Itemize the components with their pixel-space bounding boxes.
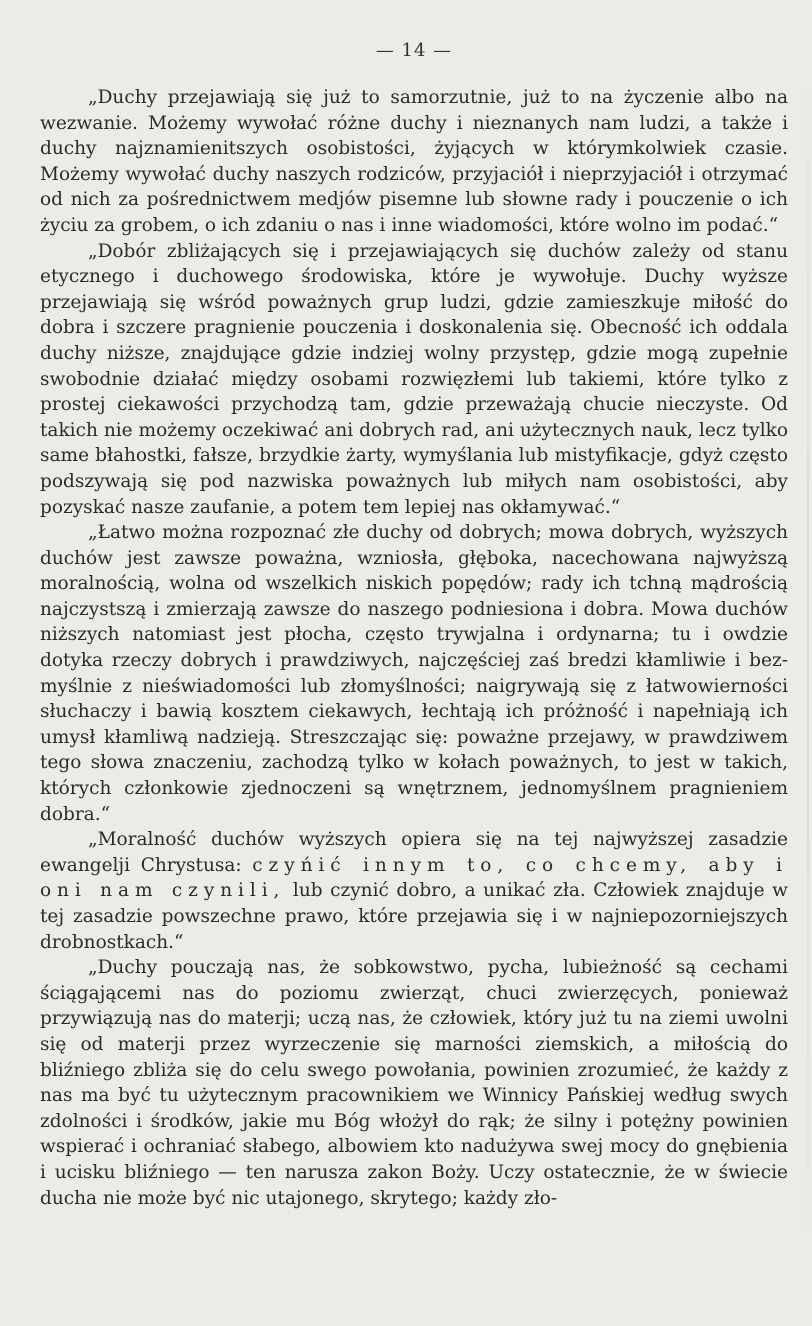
page-number: — 14 — <box>375 40 453 61</box>
paragraph-1: „Duchy przejawiają się już to samorzutnie, już to na życzenie albo na wezwanie. Możemy wywołać różne duchy i nieznanych nam ludzi, a także i duchy najznamienitszych osobistości, żyjących w którymkolwiek czasie. Możemy wywołać duchy naszych rodziców, przyjaciół i nieprzyjaciół i otrzymać od nich za pośrednictwem medjów pisemne lub słowne rady i pouczenie o ich życiu za grobem, o ich zdaniu o nas i inne wiadomości, które wolno im podać.“ <box>40 87 788 236</box>
paragraph-4 <box>40 827 788 955</box>
paragraph-5: „Duchy pouczają nas, że sobkowstwo, pycha, lubieżność są cechami ściągającemi nas do poziomu zwierząt, chuci zwierzęcych, ponieważ przywiązują nas do materji; uczą nas, że człowiek, który już tu na ziemi uwolni się od materji przez wyrzeczenie się marności ziemskich, a miłością do bliźniego zbliża się do celu swego powołania, powinien zrozumieć, że każdy z nas ma być tu użytecznym pracownikiem we Winnicy Pańskiej według swych zdolności i środków, jakie mu Bóg włożył do rąk; że silny i potężny powinien wspierać i ochraniać słabego, albowiem kto nadużywa swej mocy do gnębienia i ucisku bliźniego — ten narusza zakon Boży. Uczy ostatecznie, że w świecie ducha nie może być nic utajonego, skrytego; każdy zło- <box>40 957 788 1209</box>
paragraph-3: „Łatwo można rozpoznać złe duchy od dobrych; mowa dobrych, wyższych duchów jest zawsze poważna, wzniosła, głęboka, nacechowana najwyższą moralnością, wolna od wszelkich niskich popędów; rady ich tchną mądrością najczystszą i zmierzają zawsze do naszego podniesiona i dobra. Mowa duchów niższych natomiast jest płocha, często trywjalna i ordynarna; tu i owdzie dotyka rzeczy dobrych i prawdziwych, najczęściej zaś bredzi kłamliwie i bezmyślnie z nieświadomości lub złomyślności; naigrywają się z łatwowierności słuchaczy i bawią kosztem ciekawych, łechtają ich próżność i napełniają ich umysł kłamliwą nadzieją. Streszczając się: poważne przejawy, w prawdziwem tego słowa znaczeniu, zachodzą tylko w kołach poważnych, to jest w takich, których członkowie zjednoczeni są wnętrznem, jednomyślnem pragnieniem dobra.“ <box>40 522 788 825</box>
paragraph-4-before: „Moralność duchów wyższych opiera się na tej najwyższej zasadzie ewangelji Chrystusa: <box>40 829 788 876</box>
paragraph-4-after: lub czynić dobro, a unikać zła. Człowiek znajduje w tej zasadzie powszechne prawo, które przejawia się i w najniepozorniejszych drobnostkach.“ <box>40 880 788 953</box>
body-text <box>40 85 788 1211</box>
paragraph-2: „Dobór zbliżających się i przejawiających się duchów zależy od stanu etycznego i duchowego środowiska, które je wywołuje. Duchy wyższe przejawiają się wśród poważnych grup ludzi, gdzie zamieszkuje miłość do dobra i szczere pragnienie pouczenia i doskonalenia się. Obecność ich oddala duchy niższe, znajdujące gdzie indziej wolny przystęp, gdzie mogą zupełnie swobodnie działać między osobami rozwięzłemi lub takiemi, które tylko z prostej ciekawości przychodzą tam, gdzie przeważają chucie nieczyste. Od takich nie możemy oczekiwać ani dobrych rad, ani użytecznych nauk, lecz tylko same błahostki, fałsze, brzydkie żarty, wymyślania lub mistyfikacje, gdyż często podszywają się pod nazwiska poważnych lub miłych nam osobistości, aby pozyskać nasze zaufanie, a potem tem lepiej nas okłamywać.“ <box>40 240 788 518</box>
page-edge-shadow <box>807 0 809 1326</box>
paragraph-4-spaced-quote: czyńić innym to, co chcemy, aby i oni nam czynili, <box>40 854 788 902</box>
